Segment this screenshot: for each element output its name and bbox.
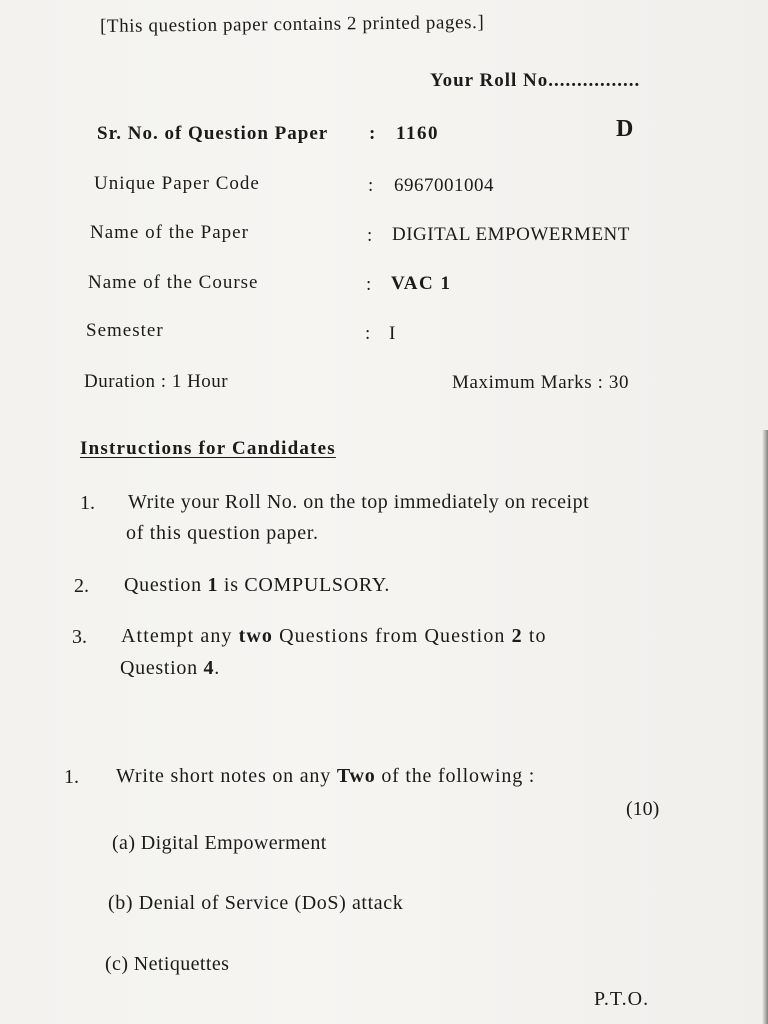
maximum-marks-text: Maximum Marks : 30: [452, 372, 630, 393]
semester-label: Semester: [86, 320, 164, 341]
instruction-3-line2-post: .: [214, 657, 220, 679]
serial-number-colon: :: [369, 123, 376, 144]
question-1-pre: Write short notes on any: [116, 765, 337, 787]
instruction-3-bold-2: 2: [511, 625, 523, 647]
semester-value: I: [389, 323, 396, 344]
instruction-2-pre: Question: [124, 574, 208, 596]
paper-set-code: D: [616, 116, 634, 142]
paper-code-colon: :: [368, 175, 374, 196]
please-turn-over: P.T.O.: [594, 988, 650, 1010]
roll-number-blank: ...............: [554, 70, 641, 91]
paper-code-label: Unique Paper Code: [94, 173, 260, 194]
page-count-note: [This question paper contains 2 printed pages.]: [99, 11, 485, 38]
question-1-option-a: (a) Digital Empowerment: [112, 832, 327, 854]
question-1-bold: Two: [336, 765, 376, 787]
semester-colon: :: [365, 323, 371, 344]
question-1-marks: (10): [626, 798, 660, 820]
instruction-3-bold-two: two: [238, 625, 274, 647]
paper-code-value: 6967001004: [394, 175, 494, 196]
course-name-colon: :: [366, 274, 372, 295]
instructions-heading: Instructions for Candidates: [80, 438, 336, 459]
instruction-2-bold: 1: [207, 574, 219, 596]
paper-name-label: Name of the Paper: [90, 222, 249, 243]
question-1-option-c: (c) Netiquettes: [105, 953, 230, 975]
instruction-2-post: is COMPULSORY.: [218, 574, 391, 596]
course-name-label: Name of the Course: [88, 272, 259, 293]
question-1-option-b: (b) Denial of Service (DoS) attack: [108, 892, 404, 914]
instruction-1-number: 1.: [80, 492, 95, 514]
serial-number-value: 1160: [396, 123, 439, 144]
instruction-2-text: [124, 574, 390, 597]
instruction-3-line2: [120, 657, 220, 680]
instruction-3-mid: Questions from Question: [273, 625, 512, 647]
question-1-text: [116, 765, 535, 788]
serial-number-label: Sr. No. of Question Paper: [97, 123, 329, 144]
instruction-2-number: 2.: [74, 575, 89, 597]
duration-text: Duration : 1 Hour: [84, 371, 229, 392]
roll-number-label: Your Roll No.: [430, 70, 555, 91]
course-name-value: VAC 1: [391, 273, 452, 294]
question-1-number: 1.: [64, 766, 79, 788]
instruction-1-line1: Write your Roll No. on the top immediately on receipt: [128, 491, 590, 513]
instruction-3-number: 3.: [72, 626, 87, 648]
instruction-3-line2-pre: Question: [120, 657, 204, 679]
instruction-3-pre: Attempt any: [121, 625, 239, 647]
instruction-1-line2: of this question paper.: [126, 522, 319, 544]
roll-number-field: [430, 70, 640, 92]
paper-name-colon: :: [367, 225, 373, 246]
question-1-post: of the following :: [375, 765, 536, 787]
instruction-3-post: to: [522, 625, 547, 647]
instruction-3-line1: [121, 625, 547, 648]
page-edge-shadow: [762, 430, 768, 1024]
instruction-3-line2-bold: 4: [203, 657, 215, 679]
paper-name-value: DIGITAL EMPOWERMENT: [392, 224, 630, 245]
